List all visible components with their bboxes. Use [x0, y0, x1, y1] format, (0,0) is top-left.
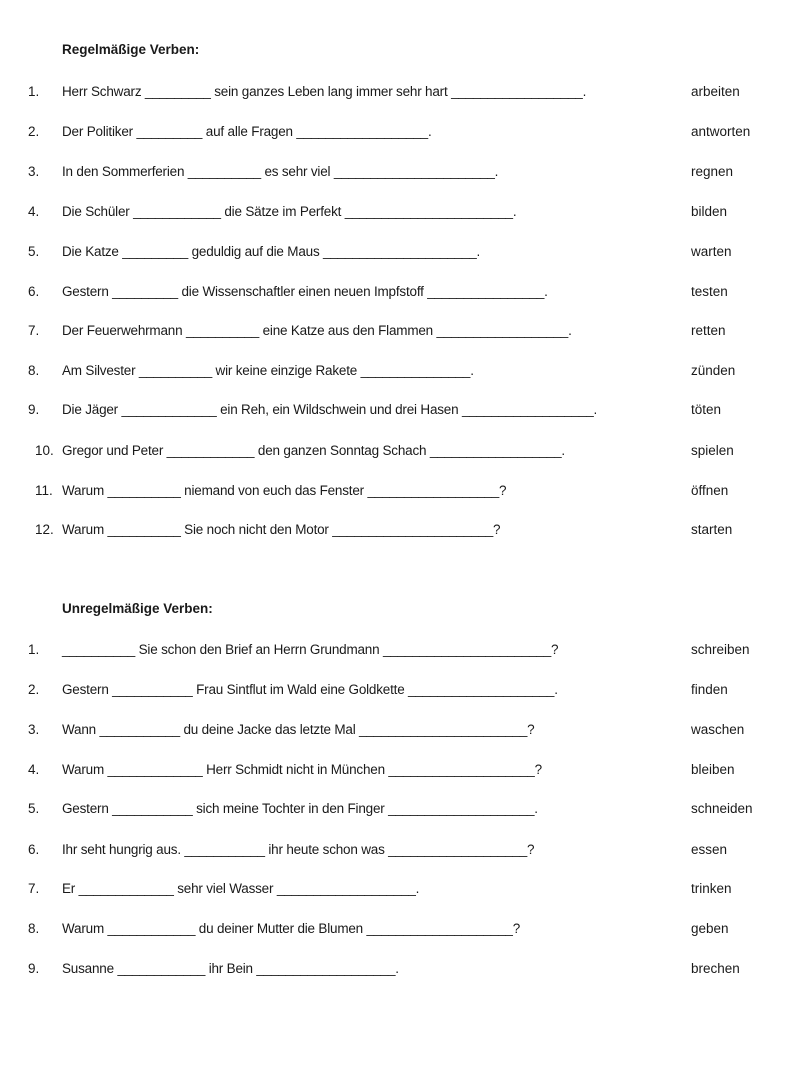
exercise-sentence: Warum __________ Sie noch nicht den Motor ______________________?: [62, 522, 501, 537]
exercise-sentence: Gestern _________ die Wissenschaftler einen neuen Impfstoff ________________.: [62, 284, 548, 299]
exercise-number: 5.: [28, 244, 40, 259]
exercise-number: 12.: [35, 522, 54, 537]
exercise-number: 4.: [28, 762, 40, 777]
exercise-sentence: Er _____________ sehr viel Wasser ___________________.: [62, 881, 420, 896]
infinitive-verb: geben: [691, 921, 729, 936]
infinitive-verb: regnen: [691, 164, 734, 179]
exercise-number: 10.: [35, 443, 54, 458]
infinitive-verb: retten: [691, 323, 726, 338]
infinitive-verb: antworten: [691, 124, 751, 139]
exercise-row: [0, 760, 807, 780]
exercise-number: 11.: [35, 483, 53, 498]
exercise-row: [0, 82, 807, 102]
exercise-number: 1.: [28, 642, 40, 657]
exercise-number: 4.: [28, 204, 40, 219]
exercise-sentence: Die Schüler ____________ die Sätze im Perfekt _______________________.: [62, 204, 517, 219]
exercise-sentence: Warum ____________ du deiner Mutter die Blumen ____________________?: [62, 921, 521, 936]
exercise-number: 2.: [28, 124, 40, 139]
exercise-sentence: Warum _____________ Herr Schmidt nicht in München ____________________?: [62, 762, 542, 777]
exercise-sentence: Der Politiker _________ auf alle Fragen __________________.: [62, 124, 432, 139]
infinitive-verb: finden: [691, 682, 728, 697]
exercise-row: [0, 441, 807, 461]
infinitive-verb: zünden: [691, 363, 736, 378]
exercise-row: [0, 799, 807, 819]
exercise-sentence: Wann ___________ du deine Jacke das letzte Mal _______________________?: [62, 722, 535, 737]
exercise-row: [0, 919, 807, 939]
infinitive-verb: trinken: [691, 881, 732, 896]
exercise-row: [0, 959, 807, 979]
exercise-sentence: Warum __________ niemand von euch das Fenster __________________?: [62, 483, 507, 498]
infinitive-verb: öffnen: [691, 483, 729, 498]
exercise-row: [0, 640, 807, 660]
infinitive-verb: töten: [691, 402, 722, 417]
infinitive-verb: brechen: [691, 961, 740, 976]
infinitive-verb: bleiben: [691, 762, 735, 777]
infinitive-verb: spielen: [691, 443, 734, 458]
infinitive-verb: waschen: [691, 722, 745, 737]
exercise-sentence: Ihr seht hungrig aus. ___________ ihr heute schon was ___________________?: [62, 842, 535, 857]
exercise-sentence: Die Jäger _____________ ein Reh, ein Wildschwein und drei Hasen __________________.: [62, 402, 598, 417]
exercise-row: [0, 400, 807, 420]
exercise-sentence: __________ Sie schon den Brief an Herrn Grundmann _______________________?: [62, 642, 559, 657]
infinitive-verb: arbeiten: [691, 84, 740, 99]
exercise-number: 9.: [28, 402, 40, 417]
exercise-number: 3.: [28, 164, 40, 179]
exercise-sentence: Der Feuerwehrmann __________ eine Katze aus den Flammen __________________.: [62, 323, 572, 338]
exercise-row: [0, 520, 807, 540]
exercise-number: 6.: [28, 284, 40, 299]
exercise-row: [0, 879, 807, 899]
infinitive-verb: testen: [691, 284, 728, 299]
exercise-sentence: Gestern ___________ sich meine Tochter in den Finger ____________________.: [62, 801, 538, 816]
exercise-row: [0, 361, 807, 381]
exercise-row: [0, 321, 807, 341]
exercise-sentence: Am Silvester __________ wir keine einzige Rakete _______________.: [62, 363, 474, 378]
infinitive-verb: schneiden: [691, 801, 753, 816]
exercise-number: 3.: [28, 722, 40, 737]
exercise-row: [0, 202, 807, 222]
exercise-row: [0, 680, 807, 700]
exercise-sentence: Gregor und Peter ____________ den ganzen Sonntag Schach __________________.: [62, 443, 565, 458]
exercise-sentence: Susanne ____________ ihr Bein ___________________.: [62, 961, 399, 976]
exercise-number: 6.: [28, 842, 40, 857]
exercise-number: 2.: [28, 682, 40, 697]
exercise-sentence: Gestern ___________ Frau Sintflut im Wald eine Goldkette ____________________.: [62, 682, 558, 697]
exercise-row: [0, 282, 807, 302]
infinitive-verb: essen: [691, 842, 728, 857]
infinitive-verb: warten: [691, 244, 732, 259]
exercise-sentence: Herr Schwarz _________ sein ganzes Leben lang immer sehr hart __________________.: [62, 84, 587, 99]
exercise-row: [0, 720, 807, 740]
exercise-number: 5.: [28, 801, 40, 816]
exercise-row: [0, 840, 807, 860]
exercise-sentence: Die Katze _________ geduldig auf die Maus _____________________.: [62, 244, 481, 259]
exercise-number: 7.: [28, 881, 40, 896]
regular-verbs-title: Regelmäßige Verben:: [62, 42, 200, 57]
exercise-row: [0, 162, 807, 182]
infinitive-verb: bilden: [691, 204, 728, 219]
exercise-number: 1.: [28, 84, 40, 99]
exercise-number: 7.: [28, 323, 40, 338]
infinitive-verb: starten: [691, 522, 733, 537]
exercise-row: [0, 242, 807, 262]
exercise-number: 9.: [28, 961, 40, 976]
infinitive-verb: schreiben: [691, 642, 750, 657]
exercise-number: 8.: [28, 363, 40, 378]
exercise-row: [0, 122, 807, 142]
exercise-number: 8.: [28, 921, 40, 936]
irregular-verbs-title: Unregelmäßige Verben:: [62, 601, 213, 616]
exercise-sentence: In den Sommerferien __________ es sehr viel ______________________.: [62, 164, 499, 179]
exercise-row: [0, 481, 807, 501]
